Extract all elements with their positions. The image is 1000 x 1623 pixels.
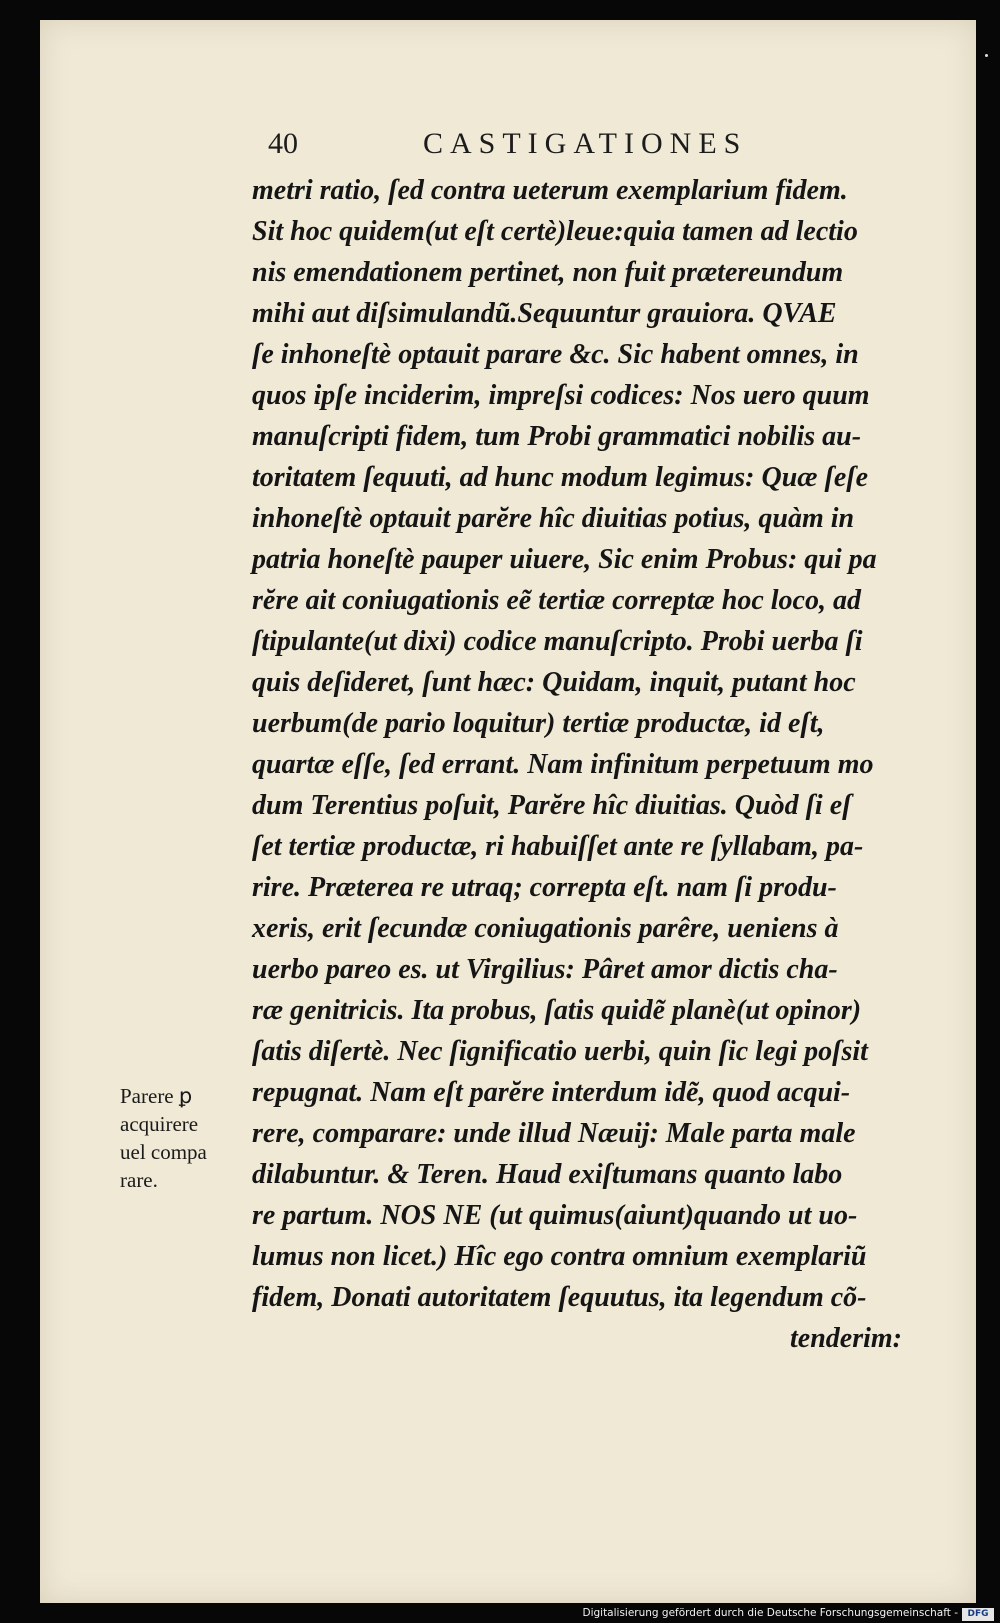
text-line: toritatem ſequuti, ad hunc modum legimus: Quæ ſeſe [252,462,869,493]
text-line: fidem, Donati autoritatem ſequutus, ita legendum cõ- [252,1282,867,1313]
footer-bar [0,1606,1000,1623]
text-line: ræ genitricis. Ita probus, ſatis quidẽ planè(ut opinor) [252,995,862,1026]
page-header [268,127,788,163]
text-line: xeris, erit ſecundæ coniugationis parêre, ueniens à [252,913,839,944]
text-line: dum Terentius poſuit, Parĕre hîc diuitias. Quòd ſi eſ [252,790,852,821]
text-line: ſet tertiæ productæ, ri habuiſſet ante re ſyllabam, pa- [252,831,864,862]
text-line: metri ratio, ſed contra ueterum exemplarium fidem. [252,175,848,206]
speck [40,70,43,73]
marginal-note-line: acquirere [120,1112,199,1136]
marginal-note-line: uel compa [120,1140,207,1164]
page-number: 40 [268,127,298,160]
text-line: lumus non licet.) Hîc ego contra omnium exemplariũ [252,1241,867,1272]
text-line: rire. Præterea re utraq; correpta eſt. nam ſi produ- [252,872,837,903]
marginal-note-line: rare. [120,1168,158,1192]
text-line: patria honeſtè pauper uiuere, Sic enim Probus: qui pa [252,544,877,575]
running-title: CASTIGATIONES [423,127,748,160]
marginal-note-line: Parere ꝑ [120,1084,193,1108]
text-line: quartæ eſſe, ſed errant. Nam infinitum perpetuum mo [252,749,874,780]
text-line: quis deſideret, ſunt hæc: Quidam, inquit, putant hoc [252,667,856,698]
text-line: ſtipulante(ut dixi) codice manuſcripto. Probi uerba ſi [252,626,863,657]
text-line: inhoneſtè optauit parĕre hîc diuitias potius, quàm in [252,503,855,534]
text-line: rere, comparare: unde illud Næuij: Male parta male [252,1118,856,1149]
main-text-block [252,170,932,1359]
text-line: re partum. NOS NE (ut quimus(aiunt)quando ut uo- [252,1200,858,1231]
text-line: quos ipſe inciderim, impreſsi codices: Nos uero quum [252,380,870,411]
text-line: repugnat. Nam eſt parĕre interdum idẽ, quod acqui- [252,1077,851,1108]
catchword: tenderim: [790,1323,902,1354]
text-line: dilabuntur. & Teren. Haud exiſtumans quanto labo [252,1159,843,1190]
text-line: manuſcripti fidem, tum Probi grammatici nobilis au- [252,421,862,452]
funding-credit: Digitalisierung gefördert durch die Deutsche Forschungsgemeinschaft - [582,1607,958,1619]
text-line: ſe inhoneſtè optauit parare &c. Sic habent omnes, in [252,339,859,370]
text-line: Sit hoc quidem(ut eſt certè)leue:quia tamen ad lectio [252,216,858,247]
dfg-logo: DFG [962,1608,994,1621]
text-line: mihi aut diſsimulandũ.Sequuntur grauiora. QVAE [252,298,837,329]
marginal-note [120,1082,250,1194]
text-line: nis emendationem pertinet, non fuit prætereundum [252,257,844,288]
text-line: uerbum(de pario loquitur) tertiæ productæ, id eſt, [252,708,825,739]
speck [985,54,988,57]
text-line: uerbo pareo es. ut Virgilius: Pâret amor dictis cha- [252,954,838,985]
text-line: rĕre ait coniugationis eẽ tertiæ correptæ hoc loco, ad [252,585,861,616]
text-line: ſatis diſertè. Nec ſignificatio uerbi, quin ſic legi poſsit [252,1036,868,1067]
